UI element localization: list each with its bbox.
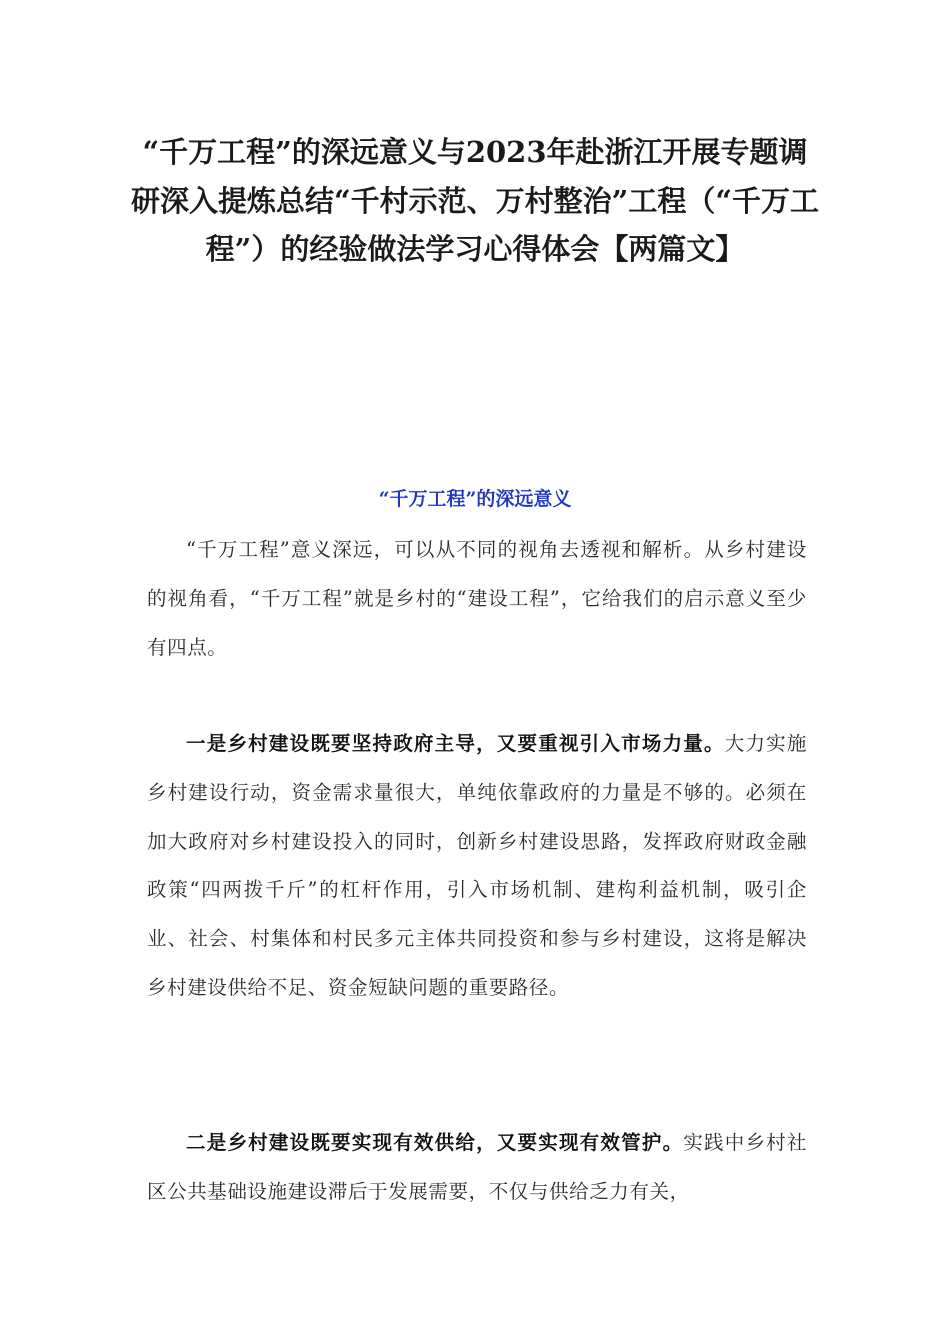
paragraph-body: 大力实施乡村建设行动，资金需求量很大，单纯依靠政府的力量是不够的。必须在加大政府对乡村建设投入的同时，创新乡村建设思路，发挥政府财政金融政策“四两拨千斤”的杠杆作用，引入市场机制、建构利益机制，吸引企业、社会、村集体和村民多元主体共同投资和参与乡村建设，这将是解决乡村建设供给不足、资金短缺问题的重要路径。	[147, 732, 807, 999]
paragraph-body: “千万工程”意义深远，可以从不同的视角去透视和解析。从乡村建设的视角看，“千万工程”就是乡村的“建设工程”，它给我们的启示意义至少有四点。	[147, 538, 807, 659]
section-heading: “千万工程”的深远意义	[378, 488, 572, 510]
paragraph-point-two	[147, 1119, 807, 1217]
paragraph-point-one	[147, 720, 807, 1013]
document-title: “千万工程”的深远意义与2023年赴浙江开展专题调研深入提炼总结“千村示范、万村整治”工程（“千万工程”）的经验做法学习心得体会【两篇文】	[130, 135, 820, 266]
paragraph-lead: 二是乡村建设既要实现有效供给，又要实现有效管护。	[186, 1131, 684, 1154]
paragraph-intro	[147, 526, 807, 672]
paragraph-body: 实践中乡村社区公共基础设施建设滞后于发展需要，不仅与供给乏力有关，	[147, 1131, 807, 1203]
paragraph-lead: 一是乡村建设既要坚持政府主导，又要重视引入市场力量。	[186, 732, 725, 755]
